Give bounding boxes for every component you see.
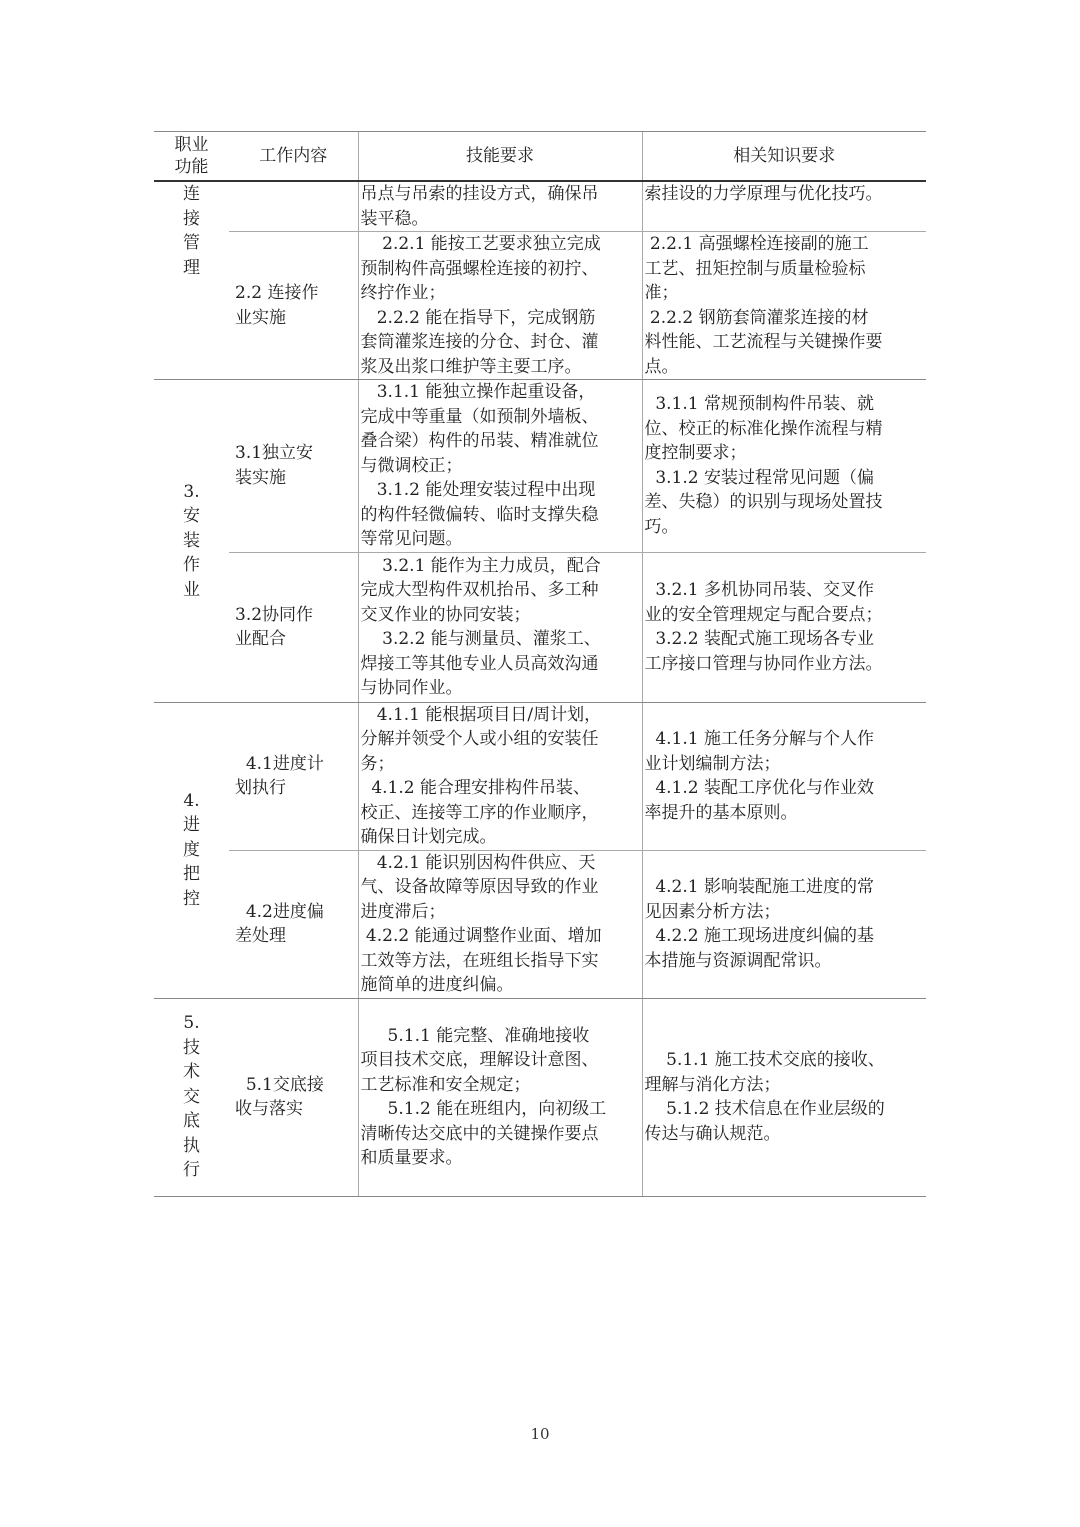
header-skill-requirements: 技能要求: [358, 132, 642, 182]
work-content-cell: 2.2 连接作 业实施: [229, 232, 358, 380]
knowledge-cell: 2.2.1 高强螺栓连接副的施工 工艺、扭矩控制与质量检验标 准； 2.2.2 钢筋套筒灌浆连接的材 料性能、工艺流程与关键操作要 点。: [642, 232, 926, 380]
table-row: [154, 232, 926, 380]
competency-table: [154, 131, 926, 1197]
table-header-row: [154, 132, 926, 182]
work-content-cell: 4.2进度偏 差处理: [229, 850, 358, 998]
function-cell: 连 接 管 理: [154, 181, 229, 380]
work-content-cell: 3.1独立安 装实施: [229, 380, 358, 553]
table-row: [154, 181, 926, 232]
knowledge-cell: 5.1.1 施工技术交底的接收、 理解与消化方法； 5.1.2 技术信息在作业层级的 传达与确认规范。: [642, 998, 926, 1196]
knowledge-cell: 4.2.1 影响装配施工进度的常 见因素分析方法； 4.2.2 施工现场进度纠偏的基 本措施与资源调配常识。: [642, 850, 926, 998]
knowledge-cell: 3.2.1 多机协同吊装、交叉作 业的安全管理规定与配合要点； 3.2.2 装配式施工现场各专业 工序接口管理与协同作业方法。: [642, 552, 926, 702]
function-cell: 3. 安 装 作 业: [154, 380, 229, 703]
table-row: [154, 552, 926, 702]
header-knowledge-requirements: 相关知识要求: [642, 132, 926, 182]
header-function: 职业 功能: [154, 132, 229, 182]
knowledge-cell: 3.1.1 常规预制构件吊装、就 位、校正的标准化操作流程与精 度控制要求； 3.1.2 安装过程常见问题（偏 差、失稳）的识别与现场处置技 巧。: [642, 380, 926, 553]
table-row: [154, 998, 926, 1196]
skill-cell: 4.1.1 能根据项目日/周计划， 分解并领受个人或小组的安装任 务； 4.1.2 能合理安排构件吊装、 校正、连接等工序的作业顺序， 确保日计划完成。: [358, 702, 642, 850]
knowledge-cell: 4.1.1 施工任务分解与个人作 业计划编制方法； 4.1.2 装配工序优化与作业效 率提升的基本原则。: [642, 702, 926, 850]
skill-cell: 3.1.1 能独立操作起重设备， 完成中等重量（如预制外墙板、 叠合梁）构件的吊装、精准就位 与微调校正； 3.1.2 能处理安装过程中出现 的构件轻微偏转、临时支撑失稳 等常见问题。: [358, 380, 642, 553]
work-content-cell: [229, 181, 358, 232]
skill-cell: 5.1.1 能完整、准确地接收 项目技术交底，理解设计意图、 工艺标准和安全规定； 5.1.2 能在班组内，向初级工 清晰传达交底中的关键操作要点 和质量要求。: [358, 998, 642, 1196]
table-row: [154, 850, 926, 998]
work-content-cell: 4.1进度计 划执行: [229, 702, 358, 850]
work-content-cell: 3.2协同作 业配合: [229, 552, 358, 702]
skill-cell: 2.2.1 能按工艺要求独立完成 预制构件高强螺栓连接的初拧、 终拧作业； 2.2.2 能在指导下，完成钢筋 套筒灌浆连接的分仓、封仓、灌 浆及出浆口维护等主要工序。: [358, 232, 642, 380]
work-content-cell: 5.1交底接 收与落实: [229, 998, 358, 1196]
header-work-content: 工作内容: [229, 132, 358, 182]
table-row: [154, 702, 926, 850]
table-row: [154, 380, 926, 553]
function-cell: 5. 技 术 交 底 执 行: [154, 998, 229, 1196]
knowledge-cell: 索挂设的力学原理与优化技巧。: [642, 181, 926, 232]
skill-cell: 4.2.1 能识别因构件供应、天 气、设备故障等原因导致的作业 进度滞后； 4.2.2 能通过调整作业面、增加 工效等方法，在班组长指导下实 施简单的进度纠偏。: [358, 850, 642, 998]
skill-cell: 3.2.1 能作为主力成员，配合 完成大型构件双机抬吊、多工种 交叉作业的协同安装； 3.2.2 能与测量员、灌浆工、 焊接工等其他专业人员高效沟通 与协同作业。: [358, 552, 642, 702]
skill-cell: 吊点与吊索的挂设方式，确保吊 装平稳。: [358, 181, 642, 232]
page-number: 10: [530, 1425, 550, 1443]
function-cell: 4. 进 度 把 控: [154, 702, 229, 998]
